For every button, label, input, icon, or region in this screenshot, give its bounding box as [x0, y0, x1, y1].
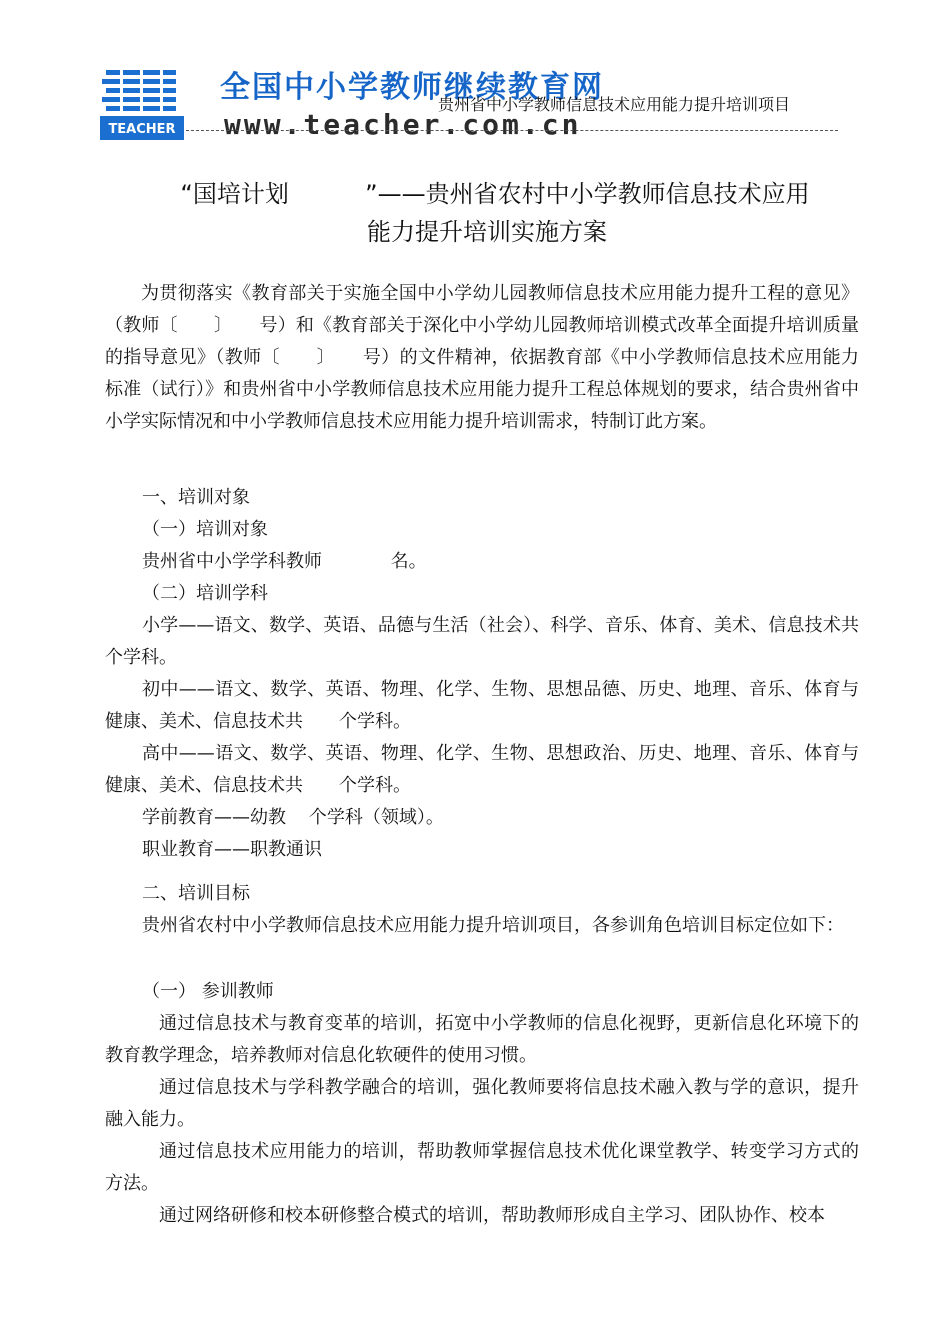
section2-sub1-heading: （一） 参训教师 [142, 981, 274, 1002]
vocational-subjects: 职业教育——职教通识 [142, 839, 322, 860]
section1-sub1-heading: （一）培训对象 [142, 519, 268, 540]
intro-paragraph: 为贯彻落实《教育部关于实施全国中小学幼儿园教师信息技术应用能力提升工程的意见》（教师〔 〕 号）和《教育部关于深化中小学幼儿园教师培训模式改革全面提升培训质量的指导意见》（教师〔 〕 号）的文件精神，依据教育部《中小学教师信息技术应用能力标准（试行）》和贵州省中小学教师信息技术应用能力提升工程总体规划的要求，结合贵州省中小学实际情况和中小学教师信息技术应用能力提升培训需求，特制订此方案。 [105, 283, 859, 432]
section1-sub1-text: 贵州省中小学学科教师 名。 [142, 551, 427, 572]
primary-subjects: 小学——语文、数学、英语、品德与生活（社会）、科学、音乐、体育、美术、信息技术共 个学科。 [105, 615, 877, 668]
goal-paragraph-4: 通过网络研修和校本研修整合模式的培训，帮助教师形成自主学习、团队协作、校本 [159, 1205, 825, 1226]
logo-text: TEACHER [108, 122, 176, 137]
section2-intro: 贵州省农村中小学教师信息技术应用能力提升培训项目，各参训角色培训目标定位如下： [142, 915, 844, 936]
page-header [0, 0, 950, 150]
junior-subjects: 初中——语文、数学、英语、物理、化学、生物、思想品德、历史、地理、音乐、体育与健康、美术、信息技术共 个学科。 [105, 679, 859, 732]
section2-heading: 二、培训目标 [142, 883, 250, 904]
document-title-line2: 能力提升培训实施方案 [367, 218, 607, 246]
teacher-logo [100, 66, 184, 142]
site-name: 全国中小学教师继续教育网 [220, 70, 604, 105]
document-title-line1: “国培计划 ”——贵州省农村中小学教师信息技术应用 [180, 180, 810, 208]
goal-paragraph-2: 通过信息技术与学科教学融合的培训，强化教师要将信息技术融入教与学的意识，提升融入能力。 [105, 1077, 859, 1130]
header-divider [186, 130, 838, 131]
section1-sub2-heading: （二）培训学科 [142, 583, 268, 604]
preschool-subjects: 学前教育——幼教 个学科（领域）。 [142, 807, 444, 828]
site-url: www.teacher.com.cn [224, 108, 582, 141]
project-name: 贵州省中小学教师信息技术应用能力提升培训项目 [438, 95, 791, 114]
goal-paragraph-3: 通过信息技术应用能力的培训，帮助教师掌握信息技术优化课堂教学、转变学习方式的方法。 [105, 1141, 859, 1194]
senior-subjects: 高中——语文、数学、英语、物理、化学、生物、思想政治、历史、地理、音乐、体育与健康、美术、信息技术共 个学科。 [105, 743, 859, 796]
section1-heading: 一、培训对象 [142, 487, 250, 508]
goal-paragraph-1: 通过信息技术与教育变革的培训，拓宽中小学教师的信息化视野，更新信息化环境下的教育教学理念，培养教师对信息化软硬件的使用习惯。 [105, 1013, 859, 1066]
